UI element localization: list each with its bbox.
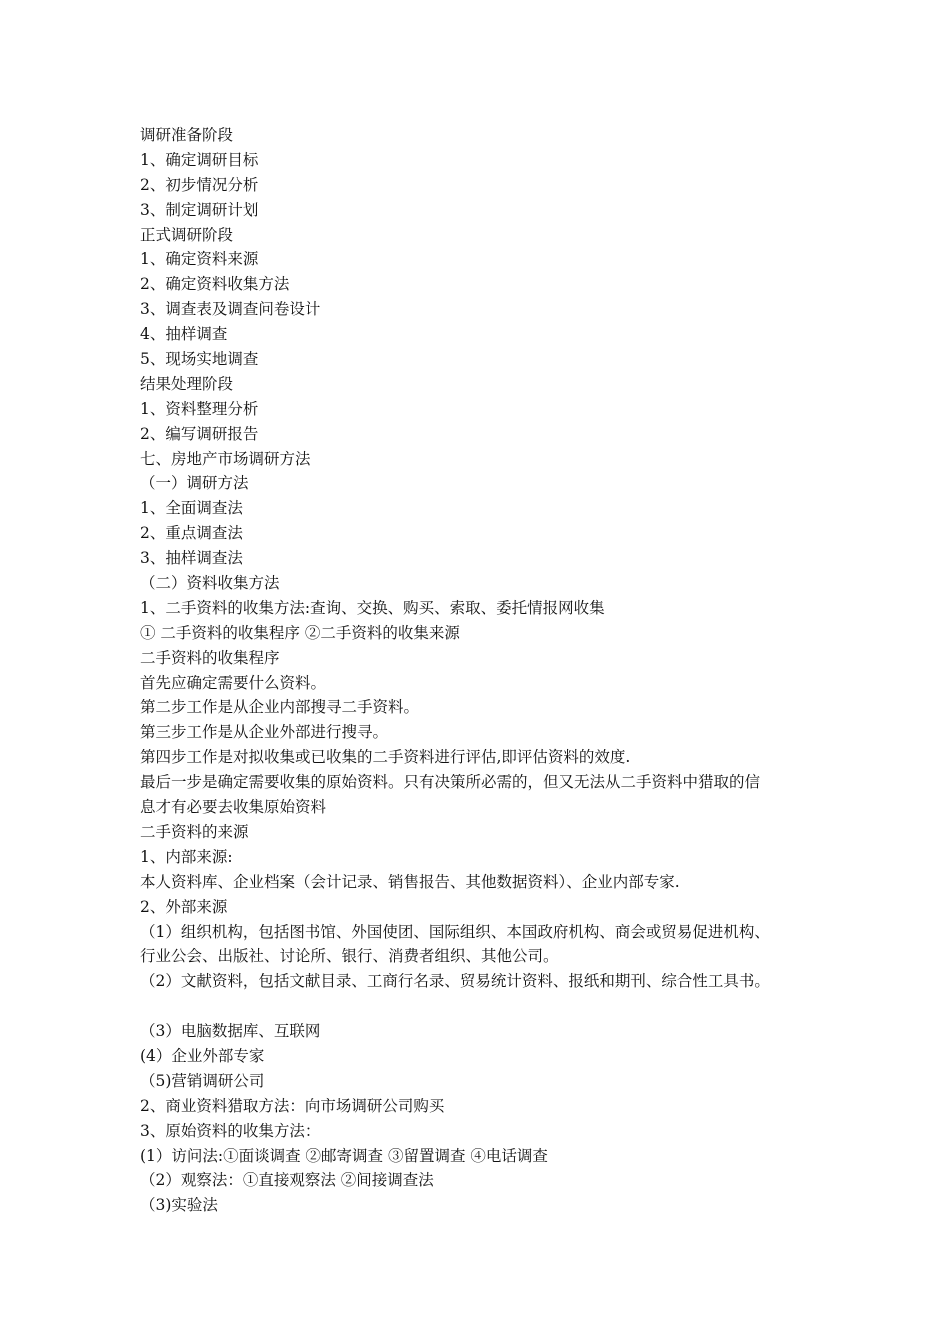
list-item: 2、外部来源 [140, 897, 228, 916]
paragraph-line: 第四步工作是对拟收集或已收集的二手资料进行评估,即评估资料的效度. [140, 748, 631, 767]
paragraph-line: 二手资料的收集程序 [140, 648, 280, 667]
paragraph-line: ① 二手资料的收集程序 ②二手资料的收集来源 [140, 623, 460, 642]
list-item: 2、商业资料猎取方法：向市场调研公司购买 [140, 1096, 445, 1115]
paragraph-line: （1）组织机构，包括图书馆、外国使团、国际组织、本国政府机构、商会或贸易促进机构、 [140, 922, 770, 941]
list-item: 1、全面调查法 [140, 499, 243, 518]
subsection-heading: （一）调研方法 [140, 474, 249, 493]
document-body [140, 123, 830, 1218]
list-item: 2、重点调查法 [140, 524, 243, 543]
paragraph-line: 息才有必要去收集原始资料 [140, 798, 327, 817]
paragraph-line: 第三步工作是从企业外部进行搜寻。 [140, 723, 389, 742]
list-item: (4）企业外部专家 [140, 1046, 265, 1065]
chapter-heading: 七、房地产市场调研方法 [140, 449, 311, 468]
list-item: 1、内部来源: [140, 847, 233, 866]
paragraph-line: 行业公会、出版社、讨论所、银行、消费者组织、其他公司。 [140, 947, 559, 966]
list-item: （3)实验法 [140, 1196, 218, 1215]
list-item: 4、抽样调查 [140, 325, 228, 344]
blank-line [140, 994, 830, 1019]
list-item: 1、确定调研目标 [140, 150, 259, 169]
list-item: 2、初步情况分析 [140, 175, 259, 194]
list-item: 2、编写调研报告 [140, 424, 259, 443]
list-item: 3、原始资料的收集方法： [140, 1121, 321, 1140]
list-item: 3、抽样调查法 [140, 549, 243, 568]
paragraph-line: 最后一步是确定需要收集的原始资料。只有决策所必需的，但又无法从二手资料中猎取的信 [140, 773, 761, 792]
paragraph-line: （2）文献资料，包括文献目录、工商行名录、贸易统计资料、报纸和期刊、综合性工具书。 [140, 972, 770, 991]
section-heading: 正式调研阶段 [140, 225, 234, 244]
list-item: （5)营销调研公司 [140, 1071, 265, 1090]
list-item: 3、调查表及调查问卷设计 [140, 300, 321, 319]
list-item: 1、资料整理分析 [140, 399, 259, 418]
paragraph-line: 第二步工作是从企业内部搜寻二手资料。 [140, 698, 420, 717]
subsection-heading: （二）资料收集方法 [140, 574, 280, 593]
paragraph-line: 本人资料库、企业档案（会计记录、销售报告、其他数据资料）、企业内部专家. [140, 872, 680, 891]
list-item: 1、二手资料的收集方法:查询、交换、购买、索取、委托情报网收集 [140, 598, 605, 617]
list-item: （3）电脑数据库、互联网 [140, 1022, 321, 1041]
paragraph-line: 二手资料的来源 [140, 822, 249, 841]
paragraph-line: 首先应确定需要什么资料。 [140, 673, 327, 692]
list-item: 3、制定调研计划 [140, 200, 259, 219]
list-item: 5、现场实地调查 [140, 350, 259, 369]
list-item: （2）观察法：①直接观察法 ②间接调查法 [140, 1171, 434, 1190]
list-item: 1、确定资料来源 [140, 250, 259, 269]
list-item: (1）访问法:①面谈调查 ②邮寄调查 ③留置调查 ④电话调查 [140, 1146, 548, 1165]
list-item: 2、确定资料收集方法 [140, 275, 290, 294]
section-heading: 结果处理阶段 [140, 374, 234, 393]
section-heading: 调研准备阶段 [140, 126, 234, 144]
